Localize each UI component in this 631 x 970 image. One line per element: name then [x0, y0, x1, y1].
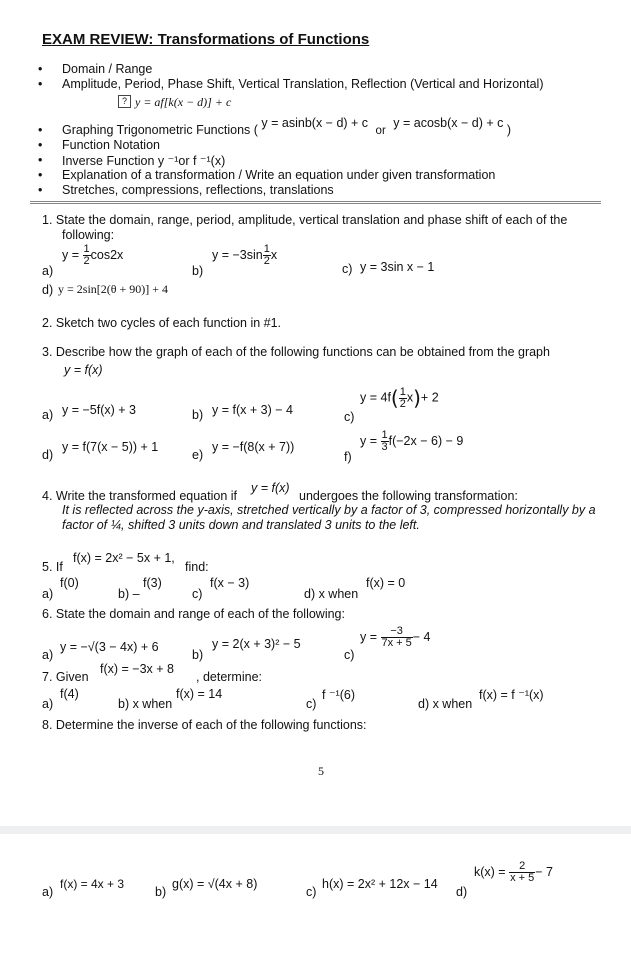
q5d-label: d) x when [304, 587, 359, 601]
q6a-label: a) [42, 648, 54, 662]
q5b-label: b) – [118, 587, 140, 601]
q6c-label: c) [344, 648, 355, 662]
q1a-den: 2 [83, 255, 90, 267]
q1a-label: a) [42, 264, 54, 278]
q7d-label: d) x when [418, 697, 473, 711]
q3f-label: f) [344, 450, 352, 464]
trig-or: or [375, 125, 386, 137]
q3f-post: f(−2x − 6) − 9 [388, 433, 464, 448]
bullet-stretches: • Stretches, compressions, reflections, translations [62, 183, 334, 197]
q1b-post: x [270, 247, 278, 262]
q5d-equation: f(x) = 0 [366, 576, 406, 590]
q3c-pre: y = 4f [360, 390, 391, 405]
q1b-fraction [263, 244, 271, 267]
q7d-equation: f(x) = f ⁻¹(x) [479, 688, 544, 702]
q5-equation: f(x) = 2x² − 5x + 1, [73, 551, 175, 565]
q3f-equation [360, 430, 463, 453]
q8d-post: − 7 [535, 864, 553, 879]
q3c-num: 1 [399, 385, 406, 398]
q8d-label: d) [456, 885, 468, 899]
q7a-label: a) [42, 697, 54, 711]
q3c-open-paren: ( [390, 386, 399, 410]
q3c-den: 2 [399, 397, 406, 410]
q3e-equation: y = −f(8(x + 7)) [212, 440, 295, 454]
q1b-pre: y = −3sin [212, 247, 263, 262]
q3-base-function: y = f(x) [64, 363, 103, 377]
q6-text: 6. State the domain and range of each of the following: [42, 607, 345, 621]
q6c-fraction [381, 626, 413, 649]
q5-text-post: find: [185, 560, 209, 574]
q6b-equation: y = 2(x + 3)² − 5 [212, 637, 301, 651]
q6c-pre: y = [360, 629, 381, 644]
q8a-label: a) [42, 885, 54, 899]
q7b-label: b) x when [118, 697, 173, 711]
q3e-label: e) [192, 448, 204, 462]
section-divider [30, 201, 601, 204]
q3c-close-paren: ) [413, 386, 421, 410]
q1b-den: 2 [263, 255, 270, 267]
q7-equation: f(x) = −3x + 8 [100, 662, 174, 676]
q3d-label: d) [42, 448, 54, 462]
q7b-equation: f(x) = 14 [176, 687, 223, 701]
q6c-num: −3 [381, 626, 413, 638]
page-number: 5 [318, 764, 324, 778]
q6b-label: b) [192, 648, 204, 662]
q8d-pre: k(x) = [474, 864, 510, 879]
trig-eq-cos: y = acosb(x − d) + c [393, 116, 504, 130]
bullet-domain-range: • Domain / Range [62, 62, 152, 76]
q8c-equation: h(x) = 2x² + 12x − 14 [322, 877, 438, 891]
q5c-label: c) [192, 587, 203, 601]
q1a-post: cos2x [90, 247, 124, 262]
q8c-label: c) [306, 885, 317, 899]
q1b-label: b) [192, 264, 204, 278]
q7-text-post: , determine: [196, 670, 263, 684]
q1c-label: c) [342, 262, 353, 276]
q2-text: 2. Sketch two cycles of each function in #1. [42, 316, 282, 330]
q3c-tail: + 2 [420, 390, 439, 405]
q3f-pre: y = [360, 433, 381, 448]
bullet-inverse-function: • Inverse Function y ⁻¹or f ⁻¹(x) [62, 153, 225, 168]
q3c-equation [360, 386, 439, 410]
q3-text: 3. Describe how the graph of each of the following functions can be obtained from the graph [42, 345, 550, 359]
q3f-fraction [381, 430, 389, 453]
q8d-fraction [509, 861, 535, 884]
q3c-post: x [406, 390, 414, 405]
bullet-function-notation: • Function Notation [62, 138, 160, 152]
q7-text-pre: 7. Given [42, 670, 89, 684]
q5c-equation: f(x − 3) [210, 576, 250, 590]
bullet-graphing-trig [62, 116, 512, 137]
q4-text-post: undergoes the following transformation: [299, 489, 518, 503]
q3c-label: c) [344, 410, 355, 424]
trig-prefix: Graphing Trigonometric Functions ( [62, 123, 258, 137]
q1d-equation: y = 2sin[2(θ + 90)] + 4 [58, 282, 169, 296]
page-title: EXAM REVIEW: Transformations of Functions [42, 31, 370, 48]
q5b-equation: f(3) [143, 576, 162, 590]
q8d-num: 2 [509, 861, 535, 873]
q6c-den: 7x + 5 [381, 637, 412, 649]
q3b-equation: y = f(x + 3) − 4 [212, 403, 293, 417]
q3a-label: a) [42, 408, 54, 422]
q1d-label: d) [42, 283, 54, 297]
trig-eq-sin: y = asinb(x − d) + c [261, 116, 369, 130]
q1a-fraction [83, 244, 91, 267]
q4-transformation-line2: factor of ¼, shifted 3 units down and translated 3 units to the left. [62, 518, 420, 532]
q1c-equation: y = 3sin x − 1 [360, 260, 435, 274]
q3b-label: b) [192, 408, 204, 422]
bullet-amplitude: • Amplitude, Period, Phase Shift, Vertical Translation, Reflection (Vertical and Horizontal) [62, 77, 544, 91]
q1b-equation [212, 244, 277, 267]
q3f-num: 1 [381, 429, 388, 441]
bullet-explanation: • Explanation of a transformation / Write an equation under given transformation [62, 168, 495, 182]
q7a-equation: f(4) [60, 687, 79, 701]
q8d-den: x + 5 [510, 872, 535, 884]
q5a-label: a) [42, 587, 54, 601]
q8-text: 8. Determine the inverse of each of the following functions: [42, 718, 367, 732]
q3f-den: 3 [381, 441, 388, 453]
q8b-label: b) [155, 885, 167, 899]
q6c-post: − 4 [412, 629, 431, 644]
broken-image-icon: ? [118, 95, 131, 108]
q1a-num: 1 [83, 243, 90, 255]
page-break [0, 826, 631, 834]
q3a-equation: y = −5f(x) + 3 [62, 403, 136, 417]
q1-text: 1. State the domain, range, period, amplitude, vertical translation and phase shift of each of the [42, 213, 568, 227]
q8a-equation: f(x) = 4x + 3 [60, 877, 125, 891]
q1a-pre: y = [62, 247, 83, 262]
general-equation-text: y = af[k(x − d)] + c [135, 95, 232, 109]
q6a-equation: y = −√(3 − 4x) + 6 [60, 640, 159, 654]
q1a-equation [62, 244, 123, 267]
q4-equation: y = f(x) [251, 481, 290, 495]
q6c-equation [360, 626, 431, 649]
q5a-equation: f(0) [60, 576, 79, 590]
q1b-num: 1 [263, 243, 270, 255]
q8b-equation: g(x) = √(4x + 8) [172, 877, 258, 891]
general-equation [118, 93, 231, 111]
q1-text-cont: following: [62, 228, 115, 242]
q3d-equation: y = f(7(x − 5)) + 1 [62, 440, 159, 454]
q7c-equation: f ⁻¹(6) [322, 688, 355, 702]
q3c-fraction [399, 387, 407, 410]
trig-suffix: ) [506, 123, 512, 137]
q4-text-pre: 4. Write the transformed equation if [42, 489, 238, 503]
q7c-label: c) [306, 697, 317, 711]
q8d-equation [474, 861, 553, 884]
q5-text-pre: 5. If [42, 560, 63, 574]
q4-transformation-line1: It is reflected across the y-axis, stretched vertically by a factor of 3, compressed horizontally by a [62, 503, 596, 517]
